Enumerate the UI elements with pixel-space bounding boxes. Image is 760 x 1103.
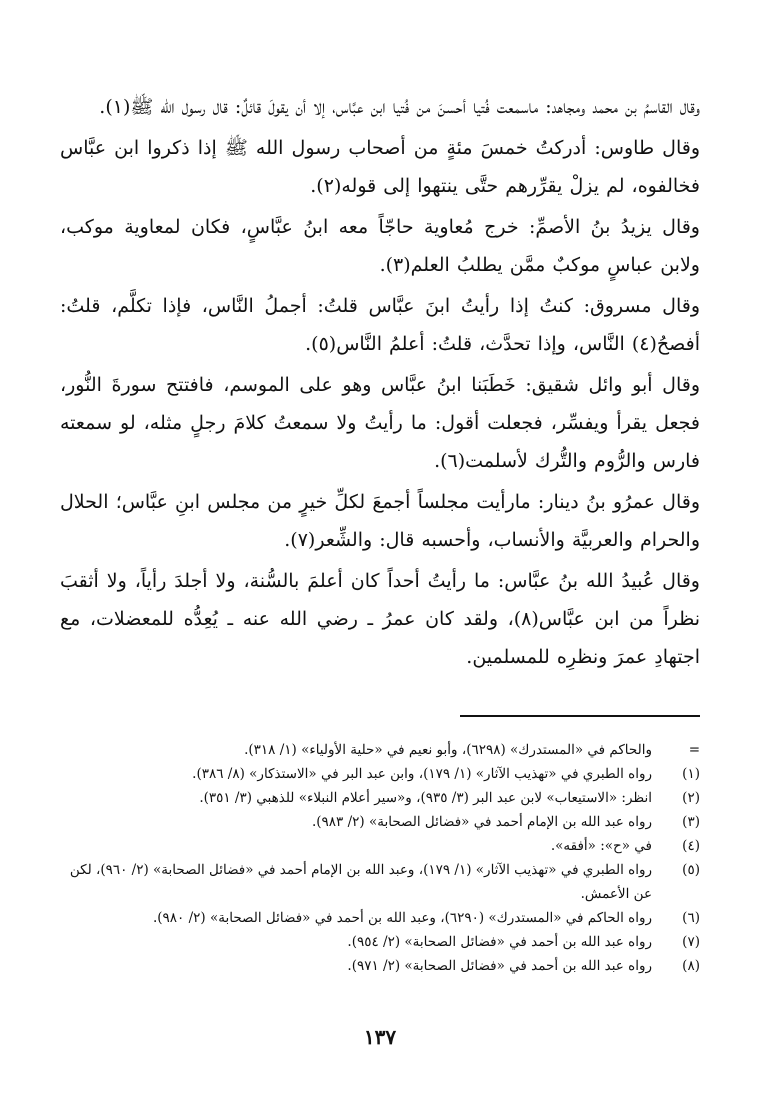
footnote-text: رواه الطبري في «تهذيب الآثار» (١/ ١٧٩)، وعبد الله بن الإمام أحمد في «فضائل الصحابة» (٢/ ٩٦٠)، لكن عن الأعمش. <box>69 862 652 902</box>
footnote-text: والحاكم في «المستدرك» (٦٢٩٨)، وأبو نعيم في «حلية الأولياء» (١/ ٣١٨). <box>244 742 652 758</box>
footnote <box>60 906 700 930</box>
paragraph: وقال أبو وائل شقيق: خَطَبَنا ابنُ عبَّاس وهو على الموسم، فافتتح سورةَ النُّور، فجعل يقرأ ويفسِّر، فجعلت أقول: ما رأيتُ ولا سمعتُ كلامَ رجلٍ مثله، لو سمعته فارس والرُّوم والتُّرك لأسلمت(٦). <box>60 374 700 472</box>
footnote-number: (٣) <box>682 814 700 830</box>
footnote <box>60 930 700 954</box>
footnote <box>60 858 700 906</box>
paragraph: وقال يزيدُ بنُ الأصمِّ: خرج مُعاوية حاجّاً معه ابنُ عبَّاسٍ، فكان لمعاوية موكب، ولابن عباسٍ موكبٌ ممَّن يطلبُ العلم(٣). <box>60 216 700 276</box>
footnote-number: (٤) <box>682 838 700 854</box>
page-number: ١٣٧ <box>363 1025 397 1049</box>
footnotes <box>60 738 700 978</box>
main-text <box>60 88 700 679</box>
footnote <box>60 762 700 786</box>
footnote <box>60 954 700 978</box>
paragraph: وقال عمرُو بنُ دينار: مارأيت مجلساً أجمعَ لكلِّ خيرٍ من مجلس ابنِ عبَّاس؛ الحلال والحرام والعربيَّة والأنساب، وأحسبه قال: والشِّعر(٧). <box>60 491 700 551</box>
footnote-number: (١) <box>682 766 700 782</box>
footnote-number: (٨) <box>682 958 700 974</box>
footnote <box>60 834 700 858</box>
footnote <box>60 810 700 834</box>
footnote-text: رواه عبد الله بن أحمد في «فضائل الصحابة» (٢/ ٩٧١). <box>347 958 652 974</box>
footnote <box>60 786 700 810</box>
footnote-text: انظر: «الاستيعاب» لابن عبد البر (٣/ ٩٣٥)، و«سير أعلام النبلاء» للذهبي (٣/ ٣٥١). <box>199 790 652 806</box>
paragraph: وقال عُبيدُ الله بنُ عبَّاس: ما رأيتُ أحداً كان أعلمَ بالسُّنة، ولا أجلدَ رأياً، ولا أثقبَ نظراً من ابن عبَّاس(٨)، ولقد كان عمرُ ـ رضي الله عنه ـ يُعِدُّه للمعضلات، مع اجتهادِ عمرَ ونظرِه للمسلمين. <box>60 570 700 668</box>
footnote-number: = <box>688 742 700 758</box>
footnote-number: (٧) <box>682 934 700 950</box>
footnote-text: رواه الحاكم في «المستدرك» (٦٢٩٠)، وعبد الله بن أحمد في «فضائل الصحابة» (٢/ ٩٨٠). <box>152 910 652 926</box>
footnote <box>60 738 700 762</box>
footnote-text: رواه الطبري في «تهذيب الآثار» (١/ ١٧٩)، وابن عبد البر في «الاستذكار» (٨/ ٣٨٦). <box>192 766 652 782</box>
paragraph: وقال مسروق: كنتُ إذا رأيتُ ابنَ عبَّاس قلتُ: أجملُ النَّاس، فإذا تكلَّم، قلتُ: أفصحُ(٤) النَّاس، وإذا تحدَّث، قلتُ: أعلمُ النَّاس(٥). <box>60 295 700 355</box>
paragraph: وقال طاوس: أدركتُ خمسَ مئةٍ من أصحاب رسول الله ﷺ إذا ذكروا ابن عبَّاس فخالفوه، لم يزلْ يقرِّرهم حتَّى ينتهوا إلى قوله(٢). <box>60 137 700 197</box>
footnote-number: (٥) <box>682 862 700 878</box>
footnote-text: رواه عبد الله بن الإمام أحمد في «فضائل الصحابة» (٢/ ٩٨٣). <box>311 814 652 830</box>
footnote-text: رواه عبد الله بن أحمد في «فضائل الصحابة» (٢/ ٩٥٤). <box>347 934 652 950</box>
footnote-number: (٦) <box>682 910 700 926</box>
footnote-number: (٢) <box>682 790 700 806</box>
paragraph: وقال القاسمُ بن محمد ومجاهد: ماسمعت فُتيا أحسنَ من فُتيا ابن عبَّاس، إلا أن يقولَ قائلٌ: قال رسول الله ﷺ(١). <box>99 96 700 118</box>
footnote-separator <box>460 715 700 717</box>
footnote-text: في «ح»: «أفقه». <box>550 838 652 854</box>
